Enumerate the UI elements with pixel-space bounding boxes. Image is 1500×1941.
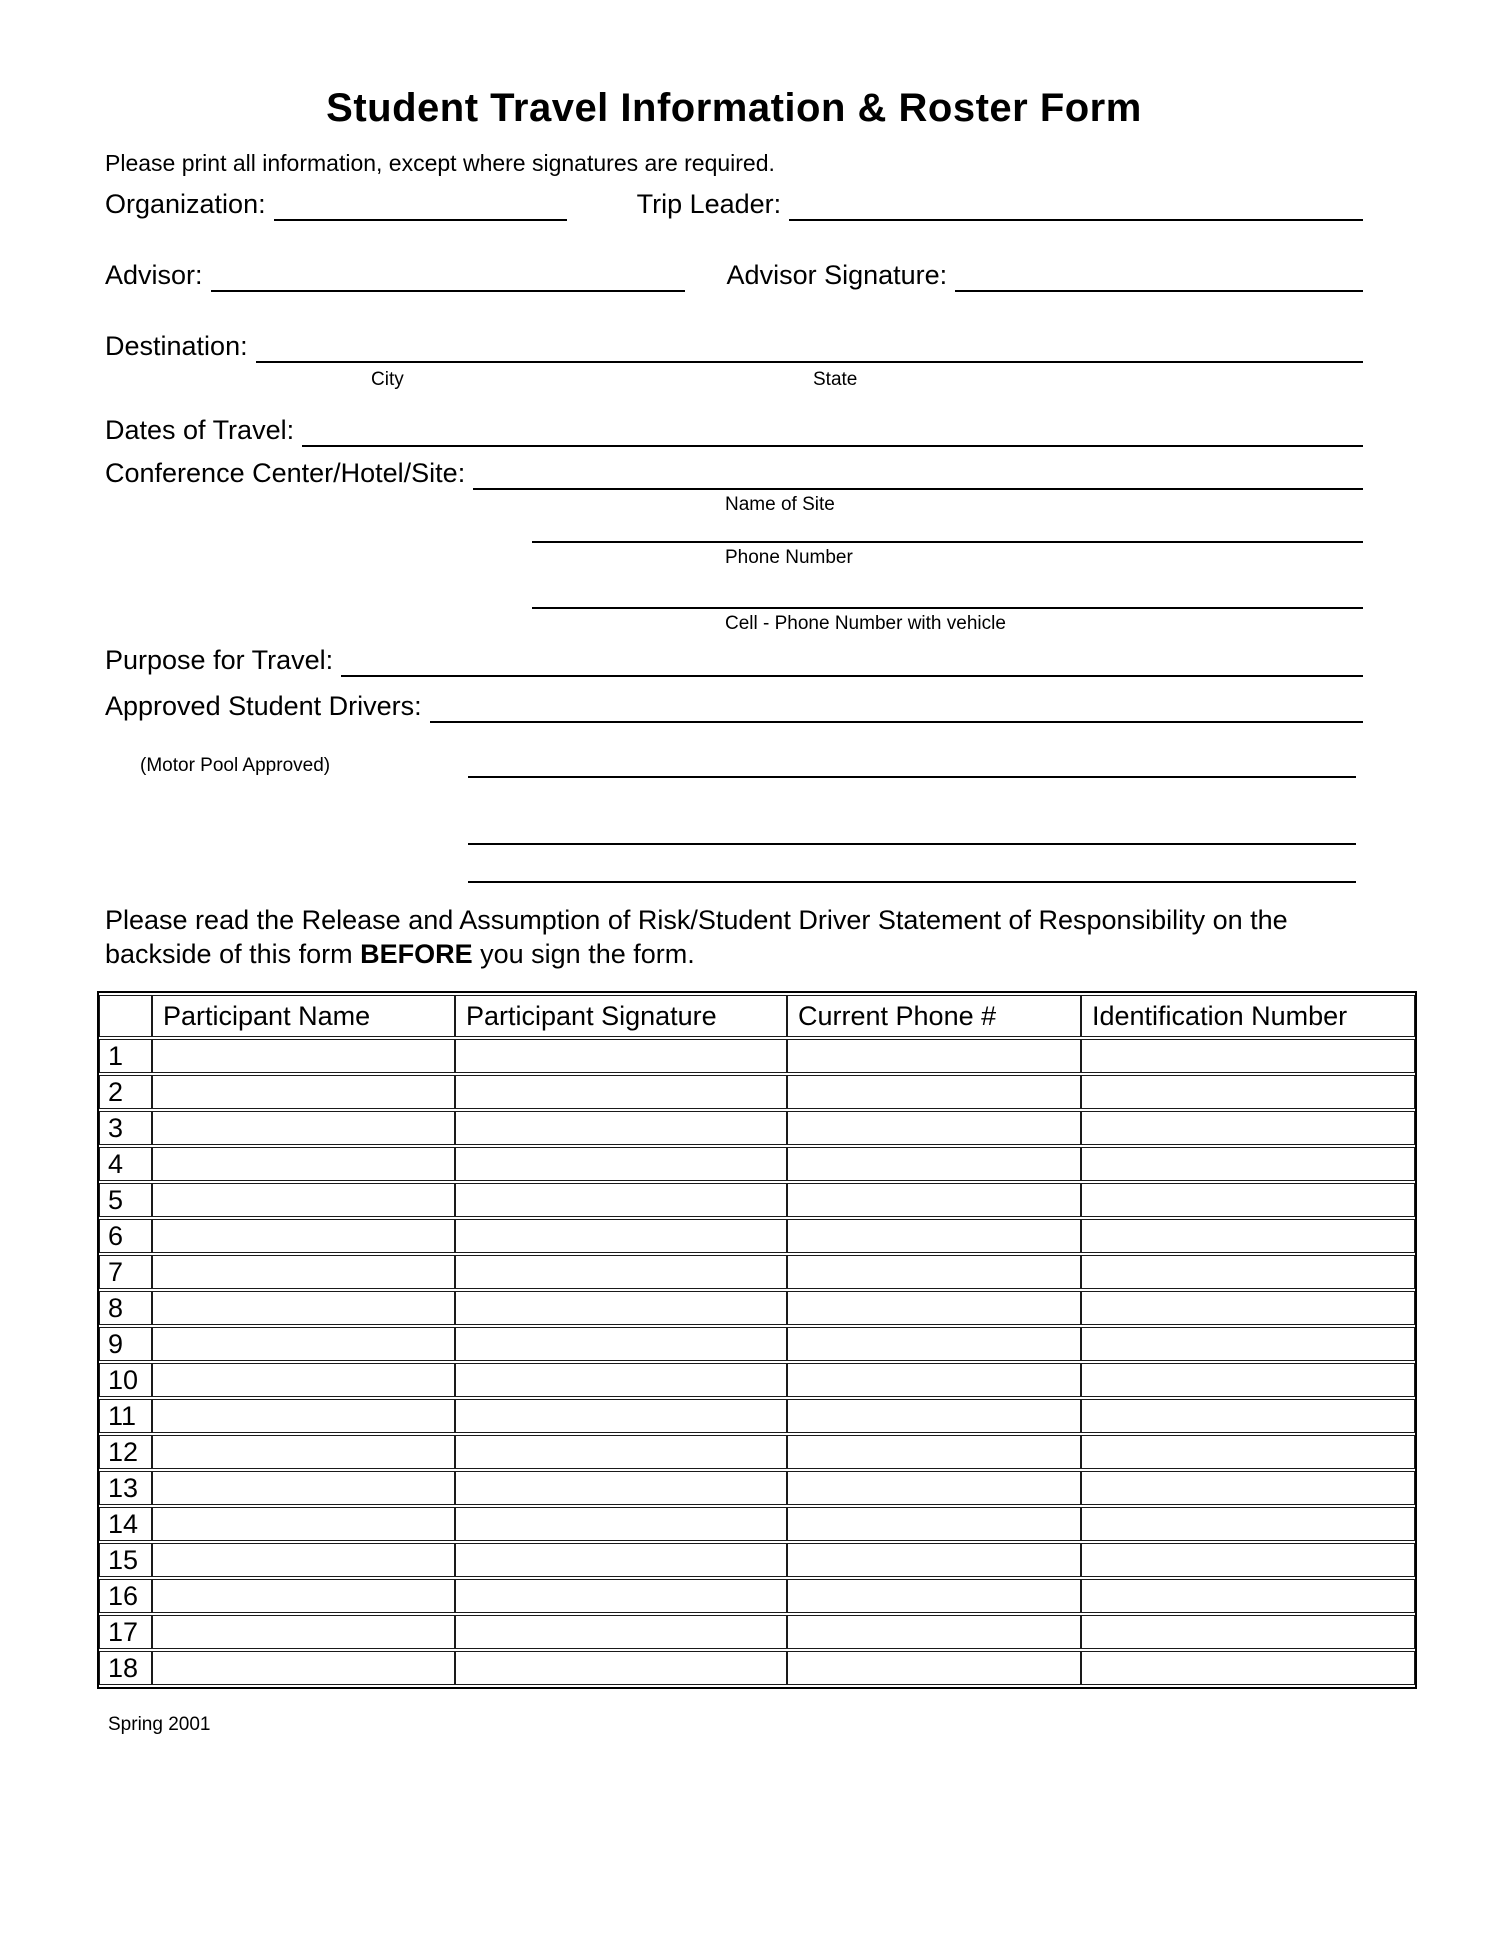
current-phone-cell[interactable] [787, 1255, 1081, 1289]
trip-leader-label: Trip Leader: [636, 189, 782, 219]
roster-row [99, 1111, 1415, 1145]
roster-row [99, 1471, 1415, 1505]
state-hint: State [813, 369, 858, 390]
dates-of-travel-input-line[interactable] [302, 445, 1363, 447]
row-number: 2 [99, 1075, 152, 1109]
participant-signature-cell[interactable] [455, 1111, 787, 1145]
participant-name-cell[interactable] [152, 1471, 455, 1505]
participant-name-cell[interactable] [152, 1651, 455, 1685]
current-phone-cell[interactable] [787, 1039, 1081, 1073]
roster-row [99, 1327, 1415, 1361]
row-organization-tripleader [105, 188, 1363, 221]
approved-drivers-input-line-2[interactable] [468, 776, 1356, 778]
destination-label: Destination: [105, 331, 248, 361]
identification-number-cell[interactable] [1081, 1471, 1415, 1505]
roster-row [99, 1651, 1415, 1685]
roster-header-row [99, 995, 1415, 1037]
identification-number-cell[interactable] [1081, 1435, 1415, 1469]
row-number: 17 [99, 1615, 152, 1649]
participant-signature-cell[interactable] [455, 1291, 787, 1325]
identification-number-cell[interactable] [1081, 1111, 1415, 1145]
header-current-phone: Current Phone # [787, 995, 1081, 1037]
row-advisor [105, 259, 1363, 292]
current-phone-cell[interactable] [787, 1147, 1081, 1181]
current-phone-cell[interactable] [787, 1327, 1081, 1361]
participant-name-cell[interactable] [152, 1543, 455, 1577]
participant-signature-cell[interactable] [455, 1615, 787, 1649]
destination-input-line[interactable] [256, 361, 1363, 363]
current-phone-cell[interactable] [787, 1507, 1081, 1541]
row-number: 8 [99, 1291, 152, 1325]
participant-name-cell[interactable] [152, 1579, 455, 1613]
participant-signature-cell[interactable] [455, 1039, 787, 1073]
cell-phone-input-line[interactable] [532, 607, 1363, 609]
participant-name-cell[interactable] [152, 1507, 455, 1541]
participant-signature-cell[interactable] [455, 1183, 787, 1217]
row-number: 5 [99, 1183, 152, 1217]
roster-row [99, 1219, 1415, 1253]
row-number: 15 [99, 1543, 152, 1577]
participant-name-cell[interactable] [152, 1039, 455, 1073]
identification-number-cell[interactable] [1081, 1399, 1415, 1433]
participant-signature-cell[interactable] [455, 1327, 787, 1361]
participant-signature-cell[interactable] [455, 1075, 787, 1109]
roster-row [99, 1075, 1415, 1109]
cell-phone-hint: Cell - Phone Number with vehicle [725, 613, 1006, 634]
identification-number-cell[interactable] [1081, 1363, 1415, 1397]
identification-number-cell[interactable] [1081, 1291, 1415, 1325]
roster-row [99, 1183, 1415, 1217]
roster-table [97, 991, 1417, 1689]
identification-number-cell[interactable] [1081, 1579, 1415, 1613]
identification-number-cell[interactable] [1081, 1183, 1415, 1217]
header-participant-signature: Participant Signature [455, 995, 787, 1037]
current-phone-cell[interactable] [787, 1219, 1081, 1253]
row-number: 16 [99, 1579, 152, 1613]
approved-drivers-input-line-3[interactable] [468, 843, 1356, 845]
participant-name-cell[interactable] [152, 1147, 455, 1181]
spacer [567, 220, 637, 221]
current-phone-cell[interactable] [787, 1075, 1081, 1109]
dates-of-travel-label: Dates of Travel: [105, 415, 295, 445]
participant-signature-cell[interactable] [455, 1363, 787, 1397]
current-phone-cell[interactable] [787, 1111, 1081, 1145]
row-number: 3 [99, 1111, 152, 1145]
row-destination [105, 330, 1363, 363]
row-number: 9 [99, 1327, 152, 1361]
participant-name-cell[interactable] [152, 1183, 455, 1217]
roster-row [99, 1543, 1415, 1577]
phone-number-input-line[interactable] [532, 541, 1363, 543]
row-purpose [105, 644, 1363, 677]
form-version: Spring 2001 [108, 1714, 211, 1735]
identification-number-cell[interactable] [1081, 1543, 1415, 1577]
identification-number-cell[interactable] [1081, 1147, 1415, 1181]
participant-signature-cell[interactable] [455, 1507, 787, 1541]
purpose-input-line[interactable] [341, 675, 1363, 677]
current-phone-cell[interactable] [787, 1471, 1081, 1505]
current-phone-cell[interactable] [787, 1651, 1081, 1685]
roster-row [99, 1579, 1415, 1613]
approved-drivers-label: Approved Student Drivers: [105, 691, 422, 721]
organization-label: Organization: [105, 189, 266, 219]
identification-number-cell[interactable] [1081, 1507, 1415, 1541]
participant-signature-cell[interactable] [455, 1435, 787, 1469]
roster-row [99, 1399, 1415, 1433]
row-number: 6 [99, 1219, 152, 1253]
header-blank [99, 995, 152, 1037]
current-phone-cell[interactable] [787, 1579, 1081, 1613]
roster-row [99, 1255, 1415, 1289]
identification-number-cell[interactable] [1081, 1039, 1415, 1073]
release-notice [105, 903, 1375, 971]
roster-row [99, 1615, 1415, 1649]
participant-name-cell[interactable] [152, 1435, 455, 1469]
current-phone-cell[interactable] [787, 1399, 1081, 1433]
row-dates-of-travel [105, 414, 1363, 447]
participant-signature-cell[interactable] [455, 1219, 787, 1253]
row-number: 1 [99, 1039, 152, 1073]
approved-drivers-input-line-4[interactable] [468, 881, 1356, 883]
participant-name-cell[interactable] [152, 1075, 455, 1109]
participant-signature-cell[interactable] [455, 1543, 787, 1577]
row-number: 12 [99, 1435, 152, 1469]
release-notice-part1: Please read the Release and Assumption of Risk/Student Driver Statement of Responsibility on the backside of this form [105, 905, 1288, 969]
identification-number-cell[interactable] [1081, 1255, 1415, 1289]
participant-name-cell[interactable] [152, 1291, 455, 1325]
row-number: 10 [99, 1363, 152, 1397]
identification-number-cell[interactable] [1081, 1219, 1415, 1253]
row-number: 14 [99, 1507, 152, 1541]
advisor-label: Advisor: [105, 260, 203, 290]
roster-row [99, 1039, 1415, 1073]
row-number: 11 [99, 1399, 152, 1433]
name-of-site-hint: Name of Site [725, 494, 835, 515]
current-phone-cell[interactable] [787, 1435, 1081, 1469]
city-hint: City [371, 369, 404, 390]
organization-input-line[interactable] [274, 219, 567, 221]
current-phone-cell[interactable] [787, 1183, 1081, 1217]
row-number: 7 [99, 1255, 152, 1289]
release-notice-before: BEFORE [360, 939, 473, 969]
trip-leader-input-line[interactable] [789, 219, 1363, 221]
site-name-input-line[interactable] [473, 488, 1363, 490]
current-phone-cell[interactable] [787, 1543, 1081, 1577]
participant-signature-cell[interactable] [455, 1255, 787, 1289]
participant-signature-cell[interactable] [455, 1471, 787, 1505]
header-identification-number: Identification Number [1081, 995, 1415, 1037]
identification-number-cell[interactable] [1081, 1327, 1415, 1361]
participant-name-cell[interactable] [152, 1327, 455, 1361]
roster-row [99, 1435, 1415, 1469]
advisor-input-line[interactable] [211, 290, 685, 292]
participant-name-cell[interactable] [152, 1111, 455, 1145]
instructions-text: Please print all information, except where signatures are required. [105, 150, 775, 176]
participant-name-cell[interactable] [152, 1399, 455, 1433]
roster-row [99, 1507, 1415, 1541]
row-conference-site [105, 457, 1363, 490]
header-participant-name: Participant Name [152, 995, 455, 1037]
page-title: Student Travel Information & Roster Form [326, 86, 1142, 130]
participant-signature-cell[interactable] [455, 1579, 787, 1613]
participant-name-cell[interactable] [152, 1255, 455, 1289]
roster-row [99, 1147, 1415, 1181]
identification-number-cell[interactable] [1081, 1075, 1415, 1109]
phone-number-hint: Phone Number [725, 547, 853, 568]
current-phone-cell[interactable] [787, 1363, 1081, 1397]
motor-pool-hint: (Motor Pool Approved) [140, 755, 331, 776]
current-phone-cell[interactable] [787, 1615, 1081, 1649]
release-notice-part2: you sign the form. [472, 939, 695, 969]
participant-name-cell[interactable] [152, 1219, 455, 1253]
participant-name-cell[interactable] [152, 1615, 455, 1649]
participant-signature-cell[interactable] [455, 1147, 787, 1181]
row-number: 4 [99, 1147, 152, 1181]
current-phone-cell[interactable] [787, 1291, 1081, 1325]
identification-number-cell[interactable] [1081, 1651, 1415, 1685]
identification-number-cell[interactable] [1081, 1615, 1415, 1649]
conference-site-label: Conference Center/Hotel/Site: [105, 458, 466, 488]
participant-signature-cell[interactable] [455, 1651, 787, 1685]
approved-drivers-input-line-1[interactable] [430, 721, 1363, 723]
advisor-signature-label: Advisor Signature: [726, 260, 948, 290]
row-approved-drivers [105, 690, 1363, 723]
participant-name-cell[interactable] [152, 1363, 455, 1397]
participant-signature-cell[interactable] [455, 1399, 787, 1433]
roster-row [99, 1291, 1415, 1325]
roster-row [99, 1363, 1415, 1397]
advisor-signature-input-line[interactable] [955, 290, 1363, 292]
spacer [685, 291, 727, 292]
row-number: 13 [99, 1471, 152, 1505]
row-number: 18 [99, 1651, 152, 1685]
purpose-label: Purpose for Travel: [105, 645, 334, 675]
